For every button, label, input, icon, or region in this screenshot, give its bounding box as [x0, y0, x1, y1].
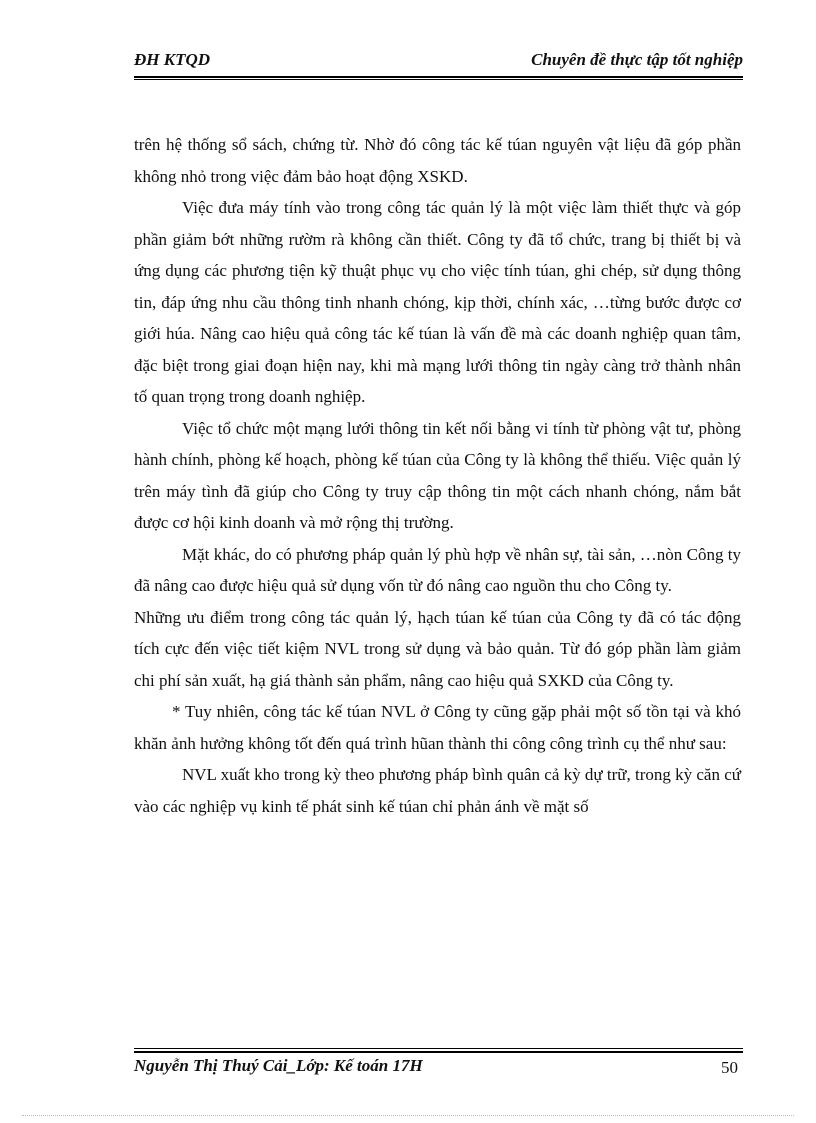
paragraph-network: Việc tổ chức một mạng lưới thông tin kết nối bằng vi tính từ phòng vật tư, phòng hành chính, phòng kế hoạch, phòng kế túan của Công ty là không thể thiếu. Việc quản lý trên máy tình đã giúp cho Công ty truy cập thông tin một cách nhanh chóng, nắm bắt được cơ hội kinh doanh và mở rộng thị trường. [134, 418, 741, 532]
page-bottom-edge [22, 1115, 794, 1116]
paragraph-nvl-issue: NVL xuất kho trong kỳ theo phương pháp bình quân cả kỳ dự trữ, trong kỳ căn cứ vào các nghiệp vụ kinh tế phát sinh kế túan chỉ phản ánh về mặt số [134, 765, 741, 816]
footer-divider [134, 1048, 743, 1053]
paragraph-management: Mặt khác, do có phương pháp quản lý phù hợp về nhân sự, tài sản, …nòn Công ty đã nâng cao được hiệu quả sử dụng vốn từ đó nâng cao nguồn thu cho Công ty. [134, 544, 741, 595]
document-body [134, 129, 741, 822]
footer-author: Nguyễn Thị Thuý Cải_Lớp: Kế toán 17H [134, 1056, 423, 1075]
page-header [134, 48, 743, 74]
paragraph-computer-use: Việc đưa máy tính vào trong công tác quản lý là một việc làm thiết thực và góp phần giảm bớt những rườm rà không cần thiết. Công ty đã tổ chức, trang bị thiết bị và ứng dụng các phương tiện kỹ thuật phục vụ cho việc tính túan, ghi chép, sử dụng thông tin, đáp ứng nhu cầu thông tinh nhanh chóng, kịp thời, chính xác, …từng bước được cơ giới húa. Nâng cao hiệu quả công tác kế túan là vấn đề mà các doanh nghiệp quan tâm, đặc biệt trong giai đoạn hiện nay, khi mà mạng lưới thông tin ngày càng trở thành nhân tố quan trọng trong doanh nghiệp. [134, 198, 741, 406]
paragraph-limitations: * Tuy nhiên, công tác kế túan NVL ở Công ty cũng gặp phải một số tồn tại và khó khăn ảnh hưởng không tốt đến quá trình hũan thành thi công công trình cụ thể như sau: [134, 702, 741, 753]
header-document-title: Chuyên đề thực tập tốt nghiệp [531, 50, 743, 69]
header-school: ĐH KTQD [134, 50, 211, 69]
paragraph-continuation: trên hệ thống sổ sách, chứng từ. Nhờ đó công tác kế túan nguyên vật liệu đã góp phần không nhỏ trong việc đảm bảo hoạt động XSKD. [134, 135, 741, 186]
page-footer [134, 1056, 738, 1082]
paragraph-advantages: Những ưu điểm trong công tác quản lý, hạch túan kế túan của Công ty đã có tác động tích cực đến việc tiết kiệm NVL trong sử dụng và bảo quản. Từ đó góp phần làm giảm chi phí sản xuất, hạ giá thành sản phẩm, nâng cao hiệu quả SXKD của Công ty. [134, 607, 741, 690]
header-divider [134, 76, 743, 80]
page-number: 50 [721, 1058, 738, 1077]
